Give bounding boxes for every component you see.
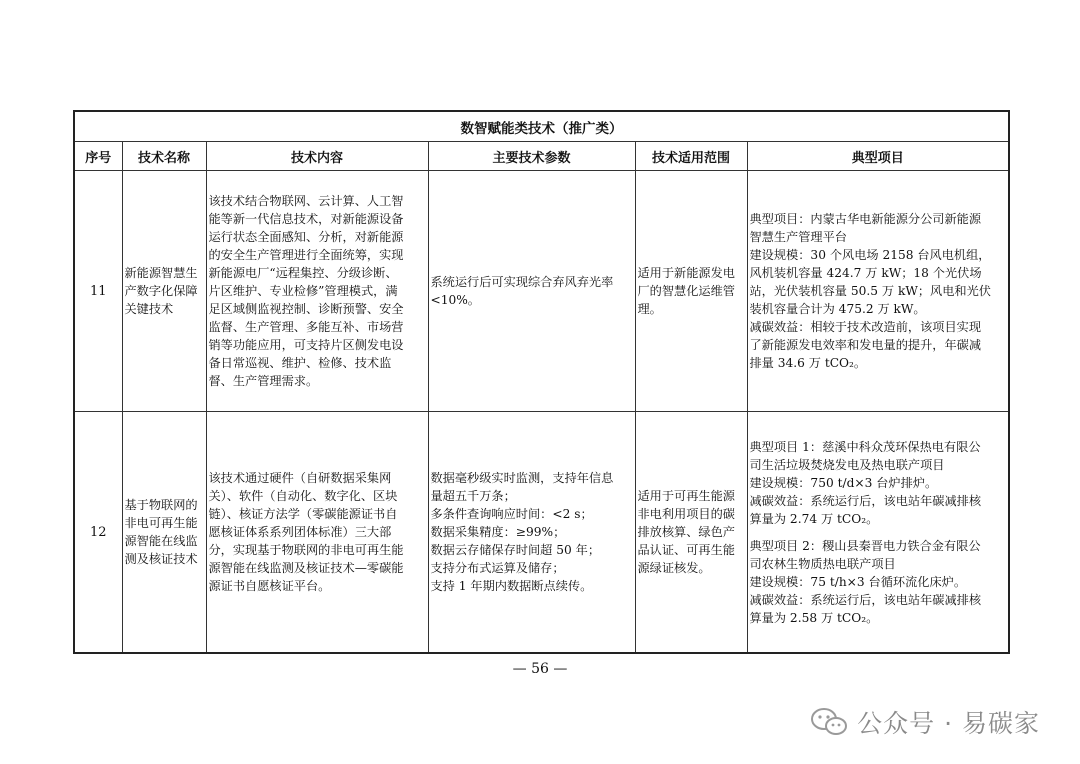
tech-content-cell	[206, 171, 428, 412]
tech-table	[73, 110, 1010, 654]
header-scope: 技术适用范围	[635, 142, 747, 171]
text-line: 该技术通过硬件（自研数据采集网	[208, 471, 392, 485]
text-line: 督、生产管理需求。	[208, 374, 319, 388]
text-line: 监督、生产管理、多能互补、市场营	[208, 320, 404, 334]
project-line: 典型项目 1：慈溪中科众茂环保热电有限公	[749, 439, 981, 454]
typical-projects-cell	[747, 412, 1009, 654]
text-line: 厂的智慧化运维管	[637, 284, 735, 298]
header-projects: 典型项目	[747, 142, 1009, 171]
tech-params-cell	[428, 412, 635, 654]
watermark	[809, 704, 1040, 740]
project-line: 排量 34.6 万 tCO₂。	[749, 356, 867, 370]
text-line: 新能源电厂“远程集控、分级诊断、	[208, 266, 398, 280]
header-params: 主要技术参数	[428, 142, 635, 171]
project-line: 典型项目 2：稷山县秦晋电力铁合金有限公	[749, 538, 981, 553]
text-line: 链）、核证方法学（零碳能源证书自	[208, 507, 398, 521]
typical-projects-cell	[747, 171, 1009, 412]
project-line: 典型项目：内蒙古华电新能源分公司新能源	[749, 212, 982, 226]
text-line: 基于物联网的	[124, 498, 198, 512]
text-line: 产数字化保障	[124, 284, 198, 298]
text-line: 适用于新能源发电	[637, 266, 735, 280]
text-line: 足区域侧监视控制、诊断预警、安全	[208, 302, 404, 316]
text-line: 支持分布式运算及储存；	[430, 561, 565, 575]
project-line: 司农林生物质热电联产项目	[749, 556, 896, 571]
header-num: 序号	[74, 142, 122, 171]
text-line: 测及核证技术	[124, 552, 198, 566]
project-line: 司生活垃圾焚烧发电及热电联产项目	[749, 457, 945, 472]
project-line: 建设规模：75 t/h×3 台循环流化床炉。	[749, 574, 967, 589]
text-line: 数据毫秒级实时监测，支持年信息	[430, 471, 614, 485]
text-line: 非电利用项目的碳	[637, 507, 735, 521]
project-line: 风机装机容量 424.7 万 kW；18 个光伏场	[749, 266, 982, 280]
tech-name-cell	[122, 171, 206, 412]
text-line: <10%。	[430, 293, 480, 307]
project-line: 建设规模：30 个风电场 2158 台风电机组，	[749, 248, 991, 262]
text-line: 销等功能应用，可支持片区侧发电设	[208, 338, 404, 352]
project-line: 智慧生产管理平台	[749, 230, 847, 244]
text-line: 备日常巡视、维护、检修、技术监	[208, 356, 392, 370]
text-line: 非电可再生能	[124, 516, 198, 530]
wechat-icon	[809, 707, 849, 737]
project-line: 算量为 2.74 万 tCO₂。	[749, 511, 879, 526]
project-line: 减碳效益：系统运行后，该电站年碳减排核	[749, 493, 982, 508]
project-line: 了新能源发电效率和发电量的提升，年碳减	[749, 338, 982, 352]
row-number: 12	[74, 412, 122, 654]
text-line: 源绿证核发。	[637, 561, 711, 575]
text-line: 品认证、可再生能	[637, 543, 735, 557]
table-title: 数智赋能类技术（推广类）	[74, 111, 1009, 142]
text-line: 多条件查询响应时间：<2 s；	[430, 507, 593, 521]
text-line: 愿核证体系系列团体标准）三大部	[208, 525, 392, 539]
text-line: 能等新一代信息技术，对新能源设备	[208, 212, 404, 226]
project-line: 装机容量合计为 475.2 万 kW。	[749, 302, 926, 316]
text-line: 分，实现基于物联网的非电可再生能	[208, 543, 404, 557]
text-line: 排放核算、绿色产	[637, 525, 735, 539]
text-line: 新能源智慧生	[124, 266, 198, 280]
project-line: 减碳效益：系统运行后，该电站年碳减排核	[749, 592, 982, 607]
text-line: 数据采集精度：≥99%；	[430, 525, 566, 539]
project-line: 站，光伏装机容量 50.5 万 kW；风电和光伏	[749, 284, 991, 298]
tech-scope-cell	[635, 412, 747, 654]
project-line: 算量为 2.58 万 tCO₂。	[749, 610, 879, 625]
watermark-text: 公众号 · 易碳家	[857, 709, 1040, 738]
text-line: 关键技术	[124, 302, 174, 316]
text-line: 量超五千万条；	[430, 489, 516, 503]
tech-params-cell	[428, 171, 635, 412]
text-line: 支持 1 年期内数据断点续传。	[430, 579, 593, 593]
header-row	[74, 142, 1009, 171]
project-line: 建设规模：750 t/d×3 台炉排炉。	[749, 475, 938, 490]
table-row	[74, 412, 1009, 654]
text-line: 系统运行后可实现综合弃风弃光率	[430, 275, 614, 289]
project-line: 减碳效益：相较于技术改造前，该项目实现	[749, 320, 982, 334]
row-number: 11	[74, 171, 122, 412]
text-line: 适用于可再生能源	[637, 489, 735, 503]
table-row	[74, 171, 1009, 412]
text-line: 的安全生产管理进行全面统筹，实现	[208, 248, 404, 262]
text-line: 运行状态全面感知、分析，对新能源	[208, 230, 404, 244]
tech-scope-cell	[635, 171, 747, 412]
text-line: 该技术结合物联网、云计算、人工智	[208, 194, 404, 208]
text-line: 数据云存储保存时间超 50 年；	[430, 543, 601, 557]
text-line: 关）、软件（自动化、数字化、区块	[208, 489, 398, 503]
header-content: 技术内容	[206, 142, 428, 171]
text-line: 片区维护、专业检修”管理模式，满	[208, 284, 398, 298]
header-name: 技术名称	[122, 142, 206, 171]
text-line: 源智能在线监测及核证技术—零碳能	[208, 561, 404, 575]
page-number: — 56 —	[512, 661, 568, 677]
text-line: 理。	[637, 302, 662, 316]
tech-content-cell	[206, 412, 428, 654]
text-line: 源证书自愿核证平台。	[208, 579, 331, 593]
tech-name-cell	[122, 412, 206, 654]
text-line: 源智能在线监	[124, 534, 198, 548]
